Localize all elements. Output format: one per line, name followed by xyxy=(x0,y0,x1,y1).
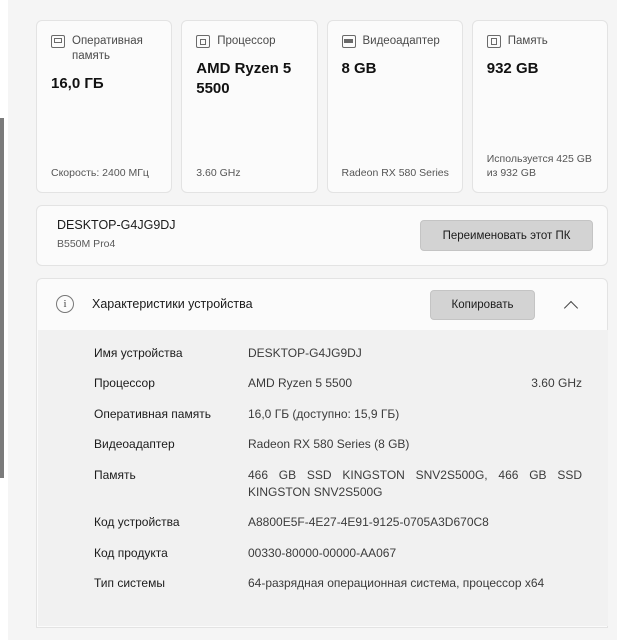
spec-card-title: Память xyxy=(507,35,548,47)
spec-label: Тип системы xyxy=(94,576,165,591)
spec-card-title: Оперативная память xyxy=(72,35,143,63)
spec-card-header xyxy=(342,34,448,49)
spec-label: Память xyxy=(94,467,136,482)
spec-card-storage xyxy=(472,20,608,193)
spec-value-trailing: 3.60 GHz xyxy=(531,376,582,391)
spec-item-gpu xyxy=(38,436,608,453)
specs-list xyxy=(38,330,608,626)
spec-item-product-id xyxy=(38,545,608,562)
spec-label: Видеоадаптер xyxy=(94,437,175,452)
spec-card-sub: Скорость: 2400 МГц xyxy=(51,166,149,179)
spec-value xyxy=(248,375,608,392)
cpu-icon xyxy=(196,35,210,48)
spec-label: Код продукта xyxy=(94,545,168,560)
spec-item-device-id xyxy=(38,514,608,531)
info-icon: i xyxy=(56,295,74,313)
spec-label: Оперативная память xyxy=(94,406,211,421)
motherboard-model: B550M Pro4 xyxy=(57,238,116,250)
spec-label: Процессор xyxy=(94,376,155,391)
spec-card-title: Видеоадаптер xyxy=(362,35,440,47)
spec-card-header xyxy=(196,34,302,49)
spec-value: 466 GB SSD KINGSTON SNV2S500G, 466 GB SSD KINGSTON SNV2S500G xyxy=(248,467,582,499)
spec-card-value: AMD Ryzen 5 5500 xyxy=(196,60,292,97)
spec-card-sub: Используется 425 GB из 932 GB xyxy=(486,152,592,179)
spec-cards-row xyxy=(36,20,608,193)
rename-pc-button[interactable]: Переименовать этот ПК xyxy=(420,220,593,251)
spec-card-title: Процессор xyxy=(217,35,276,47)
spec-card-header xyxy=(487,34,593,49)
spec-value: 00330-80000-00000-AA067 xyxy=(248,545,397,560)
spec-card-header xyxy=(51,34,157,64)
spec-value: 16,0 ГБ (доступно: 15,9 ГБ) xyxy=(248,406,400,421)
chevron-up-icon[interactable] xyxy=(553,290,593,320)
spec-card-value: 8 GB xyxy=(341,60,377,78)
scrollbar-thumb[interactable] xyxy=(0,118,4,478)
spec-value: A8800E5F-4E27-4E91-9125-0705A3D670C8 xyxy=(248,515,489,530)
spec-label: Имя устройства xyxy=(94,346,183,360)
spec-value: DESKTOP-G4JG9DJ xyxy=(248,346,362,360)
spec-card-value: 932 GB xyxy=(486,60,539,78)
page-content xyxy=(28,0,617,640)
spec-item-processor xyxy=(38,375,608,392)
spec-card-sub: 3.60 GHz xyxy=(196,166,241,179)
device-name-bar xyxy=(36,205,608,266)
spec-item-system-type xyxy=(38,575,608,592)
ram-icon xyxy=(51,35,65,48)
spec-card-sub: Radeon RX 580 Series xyxy=(341,166,449,179)
spec-item-ram xyxy=(38,406,608,423)
page-title: Характеристики устройства xyxy=(92,297,253,311)
device-specifications-panel xyxy=(36,278,608,628)
spec-card-gpu xyxy=(327,20,463,193)
panel-header[interactable] xyxy=(37,279,607,330)
gpu-icon xyxy=(342,35,356,48)
disk-icon xyxy=(487,35,501,48)
spec-item-storage xyxy=(38,467,608,502)
spec-value: Radeon RX 580 Series (8 GB) xyxy=(248,437,410,452)
device-name: DESKTOP-G4JG9DJ xyxy=(57,218,176,232)
spec-value-text: AMD Ryzen 5 5500 xyxy=(248,376,353,391)
spec-label: Код устройства xyxy=(94,515,180,530)
spec-card-cpu xyxy=(181,20,317,193)
spec-item-device-name xyxy=(38,345,608,362)
spec-card-ram xyxy=(36,20,172,193)
copy-button[interactable]: Копировать xyxy=(430,290,535,320)
spec-card-value: 16,0 ГБ xyxy=(51,75,104,93)
spec-value: 64-разрядная операционная система, процессор x64 xyxy=(248,576,545,591)
